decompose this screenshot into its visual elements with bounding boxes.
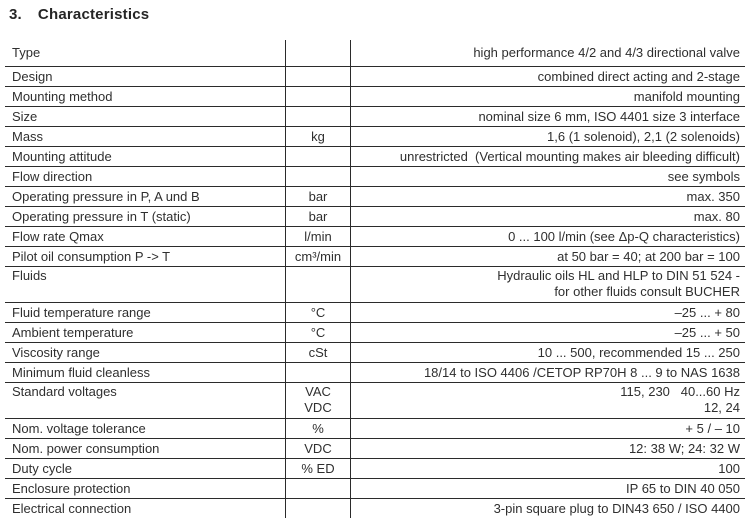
row-value-text: 18/14 to ISO 4406 /CETOP RP70H 8 ... 9 to NAS 1638 [423, 364, 740, 380]
table-row [5, 438, 745, 458]
row-value [350, 187, 745, 206]
row-unit-text: kg [311, 128, 325, 144]
row-label-text: Nom. power consumption [12, 440, 160, 456]
row-value [350, 323, 745, 342]
row-label [5, 167, 285, 186]
row-label-text: Operating pressure in T (static) [12, 208, 191, 224]
row-value [350, 343, 745, 362]
row-label [5, 499, 285, 518]
row-label [5, 87, 285, 106]
row-value-text: 10 ... 500, recommended 15 ... 250 [537, 344, 740, 360]
row-unit-text: % ED [301, 460, 335, 476]
row-unit [285, 107, 350, 126]
row-unit-text: VAC [305, 384, 331, 399]
row-value [350, 363, 745, 382]
row-unit [285, 267, 350, 302]
row-value-text: –25 ... + 80 [674, 304, 740, 320]
table-row [5, 86, 745, 106]
row-unit [285, 323, 350, 342]
row-label [5, 343, 285, 362]
row-unit [285, 343, 350, 362]
row-label [5, 127, 285, 146]
row-value [350, 40, 745, 66]
table-row [5, 226, 745, 246]
table-row [5, 498, 745, 518]
row-value-text: see symbols [667, 168, 740, 184]
row-label-text: Duty cycle [12, 460, 72, 476]
row-value-text: combined direct acting and 2-stage [537, 68, 740, 84]
row-value [350, 267, 745, 302]
row-label [5, 479, 285, 498]
table-row [5, 126, 745, 146]
row-label-text: Viscosity range [12, 344, 100, 360]
table-row [5, 146, 745, 166]
row-label-text: Flow rate Qmax [12, 228, 104, 244]
row-unit-text: cm³/min [294, 248, 342, 264]
row-value [350, 167, 745, 186]
row-unit [285, 87, 350, 106]
row-unit-text: bar [308, 208, 328, 224]
row-unit [285, 127, 350, 146]
table-row [5, 206, 745, 226]
row-value-text: + 5 / – 10 [685, 420, 740, 436]
row-value [350, 419, 745, 438]
table-row [5, 266, 745, 302]
row-value-text: Hydraulic oils HL and HLP to DIN 51 524 - [497, 268, 740, 283]
row-value-text: high performance 4/2 and 4/3 directional valve [473, 45, 740, 60]
row-unit [285, 227, 350, 246]
row-label-text: Mass [12, 128, 44, 144]
row-label-text: Enclosure protection [12, 480, 131, 496]
row-label-text: Minimum fluid cleanless [12, 364, 150, 380]
row-label [5, 187, 285, 206]
row-unit [285, 40, 350, 66]
row-label [5, 383, 285, 418]
row-value-text: 1,6 (1 solenoid), 2,1 (2 solenoids) [547, 128, 740, 144]
table-row [5, 382, 745, 418]
row-value [350, 479, 745, 498]
row-value [350, 147, 745, 166]
table-row [5, 342, 745, 362]
table-row [5, 322, 745, 342]
row-value-text: at 50 bar = 40; at 200 bar = 100 [557, 248, 740, 264]
row-value-text: 100 [718, 460, 740, 476]
row-value [350, 227, 745, 246]
table-row [5, 362, 745, 382]
row-unit [285, 187, 350, 206]
table-row [5, 478, 745, 498]
characteristics-table [5, 40, 745, 518]
row-unit-text: l/min [304, 228, 332, 244]
row-value [350, 207, 745, 226]
row-unit [285, 419, 350, 438]
row-unit-text: °C [310, 324, 326, 340]
row-value [350, 459, 745, 478]
row-unit [285, 499, 350, 518]
row-unit [285, 363, 350, 382]
row-label-text: Mounting attitude [12, 148, 112, 164]
row-label [5, 419, 285, 438]
row-unit-text: cSt [308, 344, 328, 360]
row-label [5, 459, 285, 478]
row-label [5, 40, 285, 66]
row-label [5, 227, 285, 246]
row-unit-text: °C [310, 304, 326, 320]
row-label-text: Electrical connection [12, 500, 132, 516]
row-value-text: manifold mounting [633, 88, 740, 104]
row-label-text: Mounting method [12, 88, 113, 104]
row-label [5, 67, 285, 86]
row-label-text: Fluid temperature range [12, 304, 151, 320]
row-label-text: Standard voltages [12, 384, 117, 399]
row-value-text: max. 80 [693, 208, 740, 224]
row-value-text: 115, 230 40...60 Hz [620, 384, 740, 399]
row-label [5, 439, 285, 458]
section-title-text: Characteristics [37, 6, 150, 23]
row-value-text: unrestricted (Vertical mounting makes air bleeding difficult) [399, 148, 740, 164]
row-unit [285, 303, 350, 322]
row-unit-text: VDC [304, 440, 332, 456]
row-value [350, 107, 745, 126]
table-row [5, 166, 745, 186]
row-label-text: Nom. voltage tolerance [12, 420, 146, 436]
table-row [5, 418, 745, 438]
row-unit-text: % [312, 420, 324, 436]
table-row [5, 458, 745, 478]
table-row [5, 246, 745, 266]
table-row [5, 66, 745, 86]
row-value-text: IP 65 to DIN 40 050 [626, 480, 740, 496]
row-label-text: Type [12, 45, 41, 60]
row-label [5, 323, 285, 342]
row-label-text: Flow direction [12, 168, 93, 184]
row-label [5, 207, 285, 226]
row-unit [285, 383, 350, 418]
table-row [5, 40, 745, 66]
row-value [350, 127, 745, 146]
row-unit [285, 439, 350, 458]
row-value-text: max. 350 [686, 188, 740, 204]
row-label [5, 247, 285, 266]
row-unit [285, 479, 350, 498]
section-title [9, 6, 149, 23]
row-value-text: 3-pin square plug to DIN43 650 / ISO 4400 [493, 500, 740, 516]
row-label-text: Operating pressure in P, A und B [12, 188, 200, 204]
row-value [350, 67, 745, 86]
row-label [5, 303, 285, 322]
row-label [5, 363, 285, 382]
table-row [5, 302, 745, 322]
row-unit [285, 67, 350, 86]
row-unit [285, 459, 350, 478]
row-value-text: –25 ... + 50 [674, 324, 740, 340]
row-value-text: 0 ... 100 l/min (see Δp-Q characteristics) [508, 228, 740, 244]
row-unit [285, 207, 350, 226]
row-value [350, 247, 745, 266]
row-unit [285, 167, 350, 186]
row-label-text: Fluids [12, 268, 47, 283]
row-label [5, 267, 285, 302]
row-label-text: Pilot oil consumption P -> T [12, 248, 171, 264]
row-label [5, 107, 285, 126]
row-unit [285, 247, 350, 266]
row-label-text: Size [12, 108, 38, 124]
row-unit [285, 147, 350, 166]
row-value [350, 439, 745, 458]
row-label-text: Ambient temperature [12, 324, 134, 340]
row-label-text: Design [12, 68, 53, 84]
row-unit-text: bar [308, 188, 328, 204]
row-value [350, 87, 745, 106]
row-value-text: 12, 24 [703, 400, 740, 415]
table-row [5, 186, 745, 206]
row-value [350, 303, 745, 322]
row-value-text: 12: 38 W; 24: 32 W [628, 440, 740, 456]
row-value-text: nominal size 6 mm, ISO 4401 size 3 interface [478, 108, 740, 124]
row-value-text: for other fluids consult BUCHER [554, 284, 740, 299]
row-value [350, 383, 745, 418]
section-number: 3. [9, 6, 22, 23]
table-row [5, 106, 745, 126]
row-label [5, 147, 285, 166]
row-unit-text: VDC [304, 400, 332, 415]
row-value [350, 499, 745, 518]
